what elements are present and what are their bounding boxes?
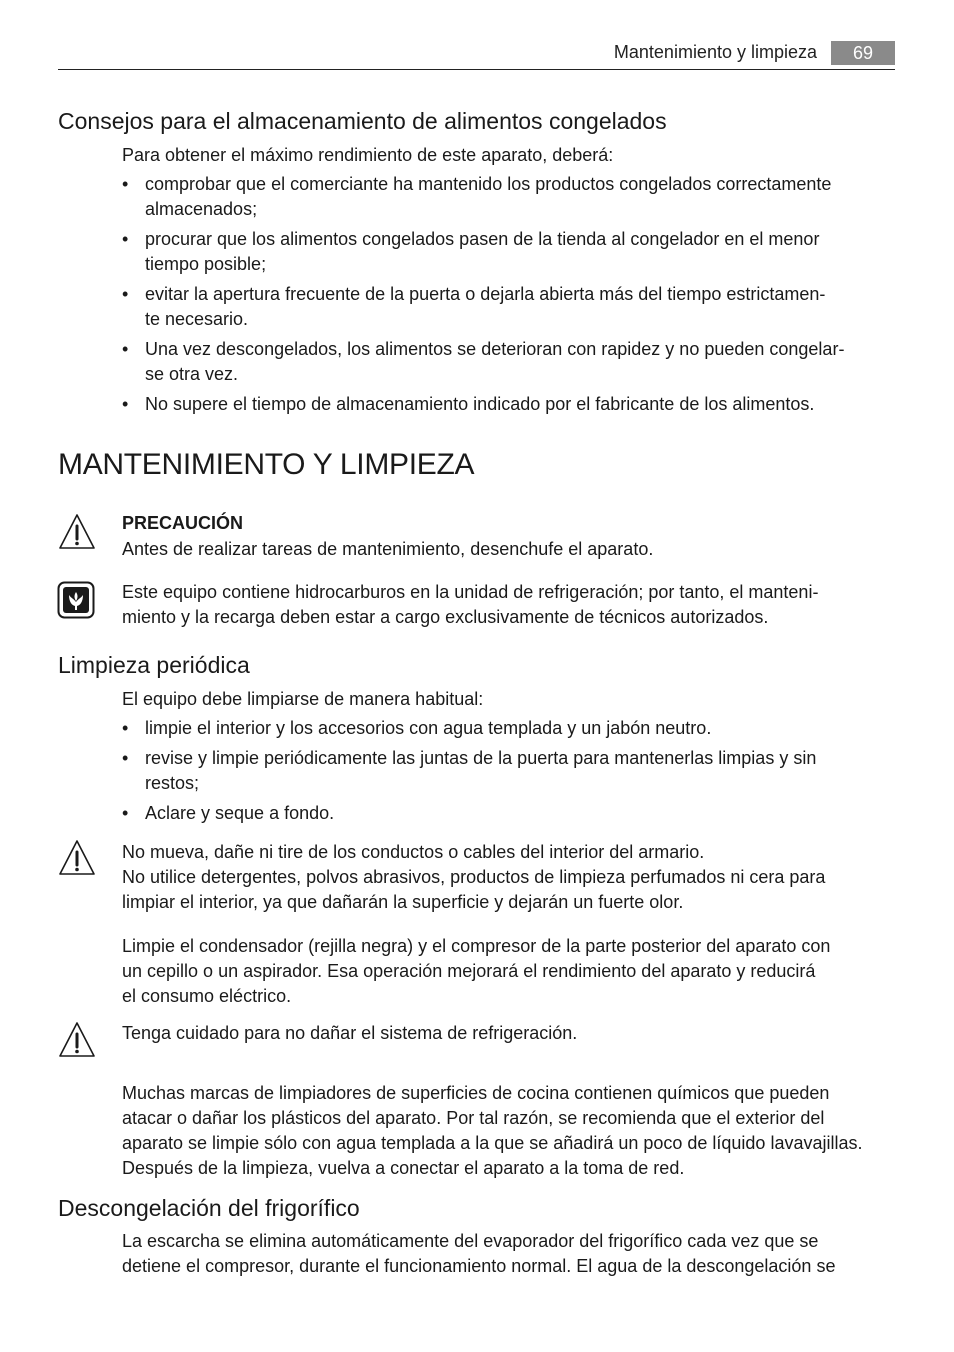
- warning-text-refrigeration: Tenga cuidado para no dañar el sistema de refrigeración.: [122, 1023, 578, 1043]
- list-item: • revise y limpie periódicamente las juntas de la puerta para mantenerlas limpias y sin restos;: [122, 746, 902, 796]
- warning-triangle-icon: [57, 838, 97, 878]
- list-item: • Una vez descongelados, los alimentos se deterioran con rapidez y no pueden congelar- se otra vez.: [122, 337, 902, 387]
- list-item: • procurar que los alimentos congelados pasen de la tienda al congelador en el menor tiempo posible;: [122, 227, 902, 277]
- header-rule: [58, 69, 895, 70]
- warning-text-cleaning: No mueva, dañe ni tire de los conductos o cables del interior del armario. No utilice detergentes, polvos abrasivos, productos de limpieza perfumados ni cera para limpiar el interior, ya que dañarán la superficie y dejarán un fuerte olor.: [122, 842, 826, 912]
- section-title-frozen-storage: Consejos para el almacenamiento de alimentos congelados: [58, 108, 667, 134]
- page-number: 69: [831, 41, 895, 65]
- condenser-paragraph: Limpie el condensador (rejilla negra) y el compresor de la parte posterior del aparato con un cepillo o un aspirador. Esa operación mejorará el rendimiento del aparato y reducirá el consumo eléctrico.: [122, 936, 831, 1006]
- running-header-title: Mantenimiento y limpieza: [613, 42, 817, 62]
- warning-triangle-icon: [57, 1020, 97, 1060]
- list-item: • comprobar que el comerciante ha mantenido los productos congelados correctamente almacenados;: [122, 172, 902, 222]
- cleaning-list: [122, 716, 902, 831]
- tips-list: [122, 172, 902, 422]
- caution-text: Antes de realizar tareas de mantenimiento, desenchufe el aparato.: [122, 539, 654, 559]
- section-intro: Para obtener el máximo rendimiento de este aparato, deberá:: [122, 145, 614, 165]
- section-title-periodic-cleaning: Limpieza periódica: [58, 652, 250, 678]
- section-intro: El equipo debe limpiarse de manera habitual:: [122, 689, 484, 709]
- environment-note: Este equipo contiene hidrocarburos en la unidad de refrigeración; por tanto, el manteni- miento y la recarga deben estar a cargo exclusivamente de técnicos autorizados.: [122, 582, 819, 627]
- list-item: • evitar la apertura frecuente de la puerta o dejarla abierta más del tiempo estrictamen- te necesario.: [122, 282, 902, 332]
- cleaners-paragraph: Muchas marcas de limpiadores de superficies de cocina contienen químicos que pueden atacar o dañar los plásticos del aparato. Por tal razón, se recomienda que el exterior del aparato se limpie sólo con agua templada a la que se añadirá un poco de líquido lavavajillas. Después de la limpieza, vuelva a conectar el aparato a la toma de red.: [122, 1083, 863, 1178]
- warning-triangle-icon: [57, 512, 97, 552]
- defrost-paragraph: La escarcha se elimina automáticamente del evaporador del frigorífico cada vez que se detiene el compresor, durante el funcionamiento normal. El agua de la descongelación se: [122, 1231, 836, 1276]
- caution-label: PRECAUCIÓN: [122, 513, 244, 533]
- list-item: • No supere el tiempo de almacenamiento indicado por el fabricante de los alimentos.: [122, 392, 902, 417]
- environment-info-icon: [57, 581, 95, 619]
- section-title-defrosting: Descongelación del frigorífico: [58, 1195, 360, 1221]
- list-item: • Aclare y seque a fondo.: [122, 801, 902, 826]
- list-item: • limpie el interior y los accesorios con agua templada y un jabón neutro.: [122, 716, 902, 741]
- chapter-title: MANTENIMIENTO Y LIMPIEZA: [58, 448, 475, 481]
